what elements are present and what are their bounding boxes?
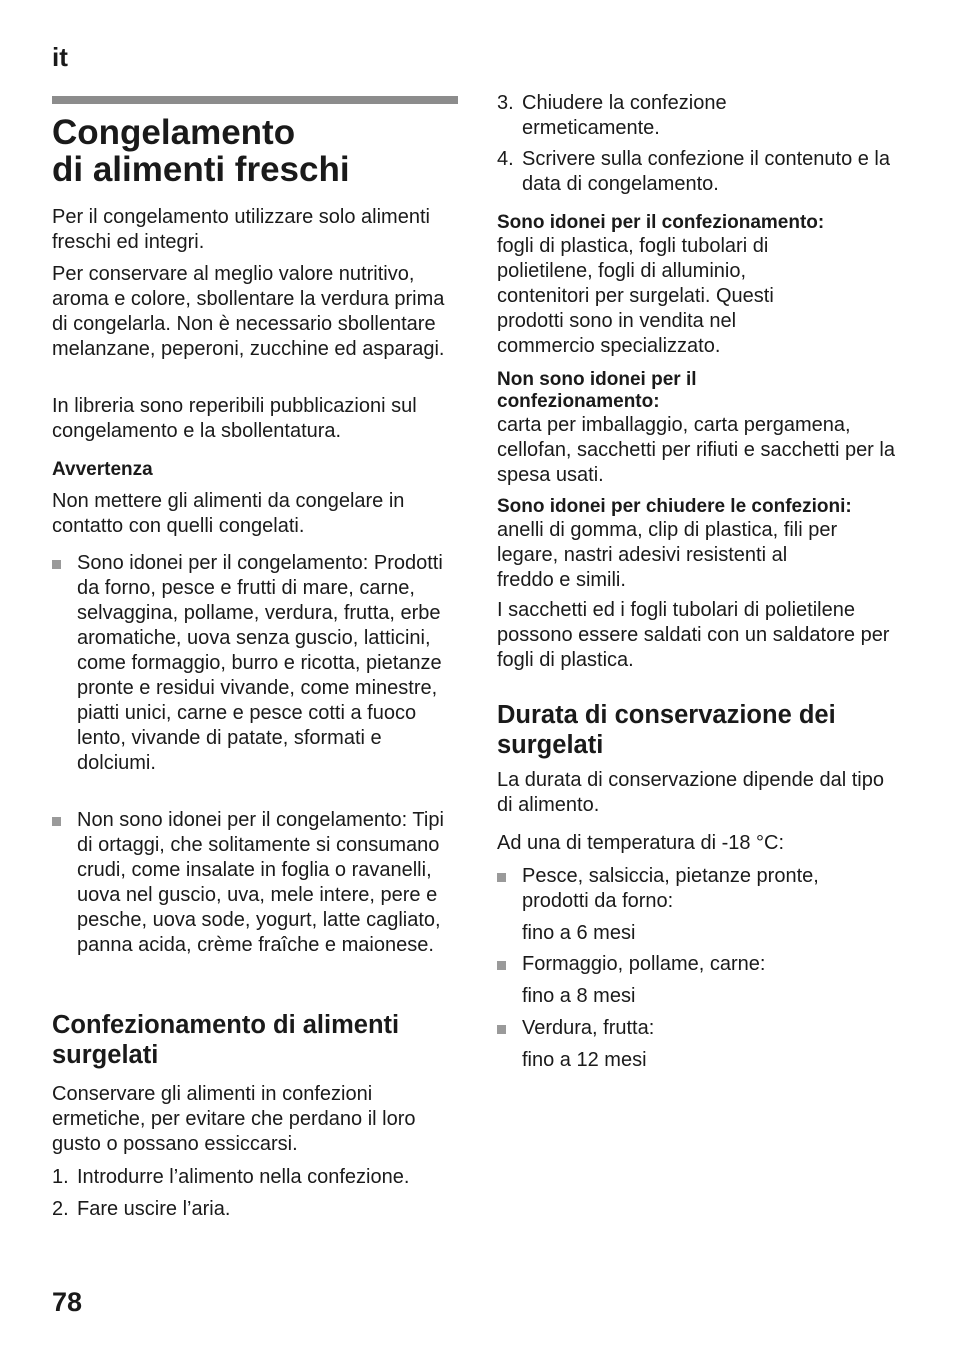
language-code: it (52, 42, 68, 72)
closing-materials (497, 496, 907, 593)
closing-materials-text: anelli di gomma, clip di plastica, fili per legare, nastri adesivi resistenti al freddo e simili. (497, 519, 838, 591)
sealing-paragraph: I sacchetti ed i fogli tubolari di polietilene possono essere saldati con un saldatore per fogli di plastica. (497, 599, 890, 671)
bullet-square-icon (497, 961, 506, 970)
unsuitable-packaging-text: carta per imballaggio, carta pergamena, cellofan, sacchetti per rifiuti e sacchetti per la spesa usati. (497, 414, 895, 486)
page-number: 78 (52, 1287, 83, 1317)
section-heading-packaging: Confezionamento di alimenti surgelati (52, 1011, 400, 1069)
section-heading-duration: Durata di conservazione dei surgelati (497, 701, 836, 759)
step-number: 3. (497, 92, 514, 114)
page-title-line1: Congelamento (52, 113, 296, 152)
duration-item-label: Pesce, salsiccia, pietanze pronte, prodotti da forno: (522, 865, 819, 912)
duration-item-label: Verdura, frutta: (522, 1017, 655, 1039)
warning-text: Non mettere gli alimenti da congelare in contatto con quelli congelati. (52, 490, 405, 537)
suitable-packaging-title: Sono idonei per il confezionamento: (497, 212, 825, 233)
bullet-square-icon (497, 1025, 506, 1034)
duration-item-label: Formaggio, pollame, carne: (522, 953, 766, 975)
warning-title: Avvertenza (52, 459, 153, 480)
bullet-square-icon (497, 873, 506, 882)
duration-item-value: fino a 12 mesi (522, 1049, 647, 1071)
suitable-packaging-text: fogli di plastica, fogli tubolari di polietilene, fogli di alluminio, contenitori per surgelati. Questi prodotti sono in vendita nel commercio specializzato. (497, 235, 774, 357)
unsuitable-packaging-title: Non sono idonei per il confezionamento: (497, 369, 697, 412)
suitable-packaging (497, 212, 907, 359)
step-text: Chiudere la confezione ermeticamente. (522, 92, 727, 139)
duration-item-value: fino a 6 mesi (522, 922, 636, 944)
step-text: Scrivere sulla confezione il contenuto e la data di congelamento. (522, 148, 890, 195)
duration-item-value: fino a 8 mesi (522, 985, 636, 1007)
title-rule (52, 96, 458, 104)
step-number: 1. (52, 1166, 69, 1188)
bullet-square-icon (52, 560, 61, 569)
page-title (52, 114, 458, 188)
temperature-paragraph: Ad una di temperatura di -18 °C: (497, 832, 785, 854)
blanching-paragraph: Per conservare al meglio valore nutritivo, aroma e colore, sbollentare la verdura prima di congelarla. Non è necessario sbollentare melanzane, peperoni, zucchine ed asparagi. (52, 263, 445, 360)
step-number: 2. (52, 1198, 69, 1220)
unsuitable-packaging (497, 369, 907, 488)
packaging-paragraph: Conservare gli alimenti in confezioni ermetiche, per evitare che perdano il loro gusto o possano essiccarsi. (52, 1083, 416, 1155)
page-title-line2: di alimenti freschi (52, 150, 350, 189)
list-item-text: Non sono idonei per il congelamento: Tipi di ortaggi, che solitamente si consumano crudi, come insalate in foglia o ravanelli, uova nel guscio, uva, mele intere, pere e pesche, uova sode, yogurt, latte cagliato, panna acida, crème fraîche e maionese. (77, 809, 444, 956)
list-item-text: Sono idonei per il congelamento: Prodotti da forno, pesce e frutti di mare, carne, selvaggina, pollame, verdura, frutta, erbe aromatiche, uova senza guscio, latticini, come formaggio, burro e ricotta, pietanze pronte e residui vivande, come minestre, piatti unici, carne e pesce cotti a fuoco lento, vivande di patate, sformati e dolciumi. (77, 552, 443, 774)
warning-box (52, 459, 432, 539)
step-text: Fare uscire l’aria. (77, 1198, 231, 1220)
bullet-square-icon (52, 817, 61, 826)
intro-paragraph: Per il congelamento utilizzare solo alimenti freschi ed integri. (52, 206, 430, 253)
step-number: 4. (497, 148, 514, 170)
duration-paragraph: La durata di conservazione dipende dal tipo di alimento. (497, 769, 884, 816)
step-text: Introdurre l’alimento nella confezione. (77, 1166, 410, 1188)
closing-materials-title: Sono idonei per chiudere le confezioni: (497, 496, 852, 517)
library-paragraph: In libreria sono reperibili pubblicazioni sul congelamento e la sbollentatura. (52, 395, 417, 442)
